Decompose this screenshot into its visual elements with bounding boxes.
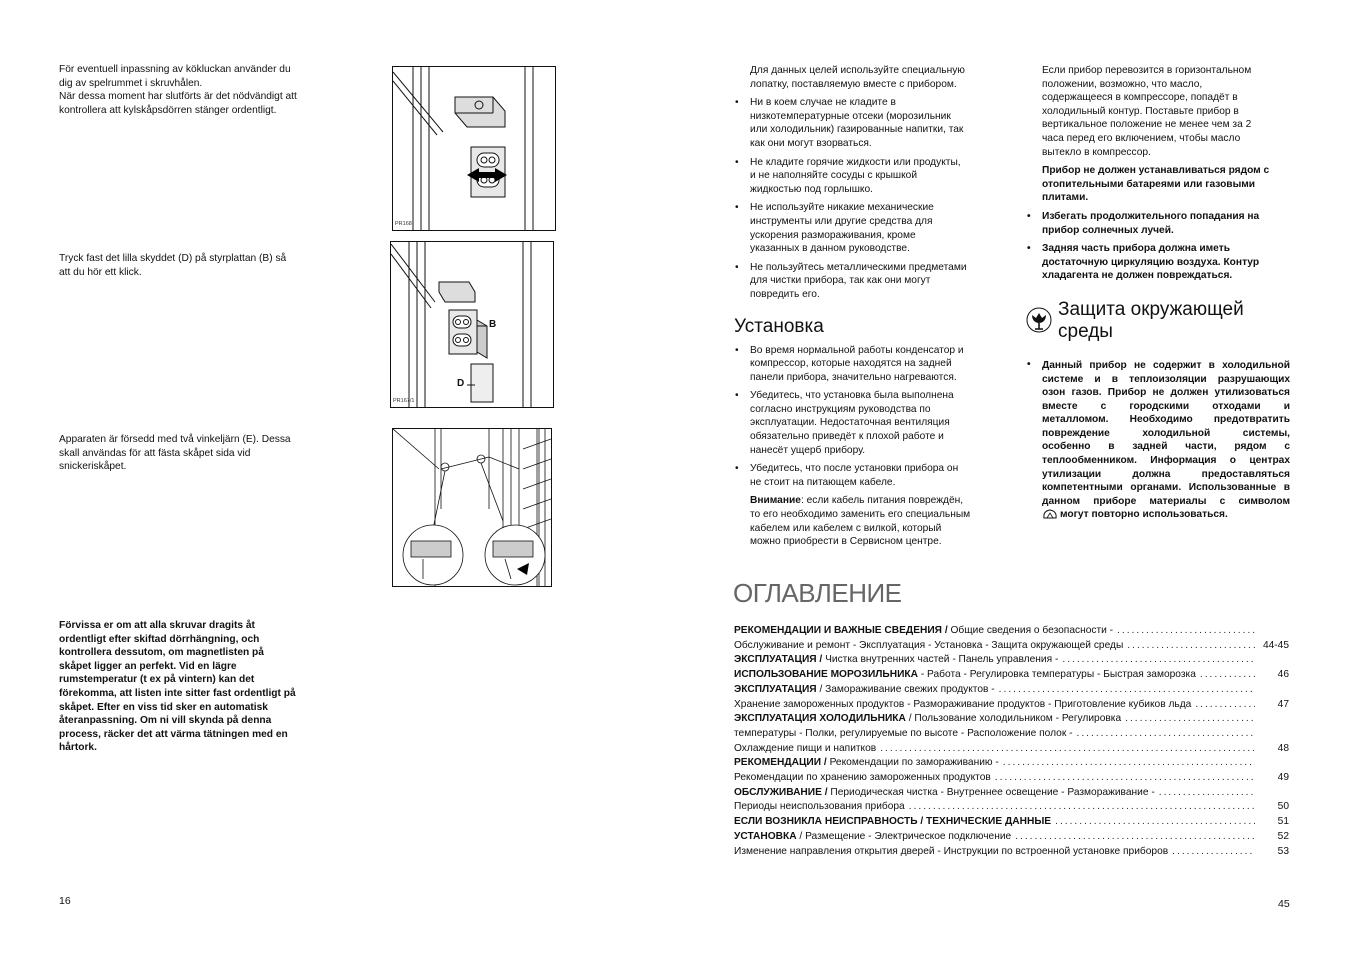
text-line: skåpet ligger an perfekt. Vid en lägre — [59, 660, 237, 672]
toc-row: температуры - Полки, регулируемые по высоте - Расположение полок - ..... — [734, 727, 1289, 742]
text-line: hårtork. — [59, 742, 97, 754]
bullet-item: • Задняя часть прибора должна иметь достаточную циркуляцию воздуха. Контур хладагента не должен повреждаться. — [1026, 242, 1290, 283]
bullet-item: • Не используйте никакие механические инструменты или другие средства для ускорения размораживания, кроме указанных в данном руководстве. — [734, 201, 1004, 255]
bullet-item: • Убедитесь, что установка была выполнена согласно инструкциям руководства по эксплуатации. Недостаточная вентиляция обязательно приведёт к плохой работе и нанесёт ущерб прибору. — [734, 389, 1004, 457]
toc-row: ЭКСПЛУАТАЦИЯ ХОЛОДИЛЬНИКА / Пользование холодильником - Регулировка ..... — [734, 712, 1289, 727]
figure-angle-brackets — [392, 428, 552, 587]
bullet-item: • Не кладите горячие жидкости или продукты, и не наполняйте сосуды с крышкой жидкостью под горлышко. — [734, 156, 1004, 197]
text-line: förekomma, att listen inte sitter fast ordentligt på — [59, 687, 296, 699]
attention-label: Внимание — [750, 495, 801, 507]
page-number-left: 16 — [59, 895, 71, 907]
text-line: process, räcker det att värma tätningen med en — [59, 728, 288, 740]
text-line: Förvissa er om att alla skruvar dragits åt — [59, 620, 255, 631]
toc-row: Обслуживание и ремонт - Эксплуатация - Установка - Защита окружающей среды ..... 44-45 — [734, 639, 1289, 654]
heater-warning: Прибор не должен устанавливаться рядом с отопительными батареями или газовыми плитами. — [1042, 165, 1270, 204]
text-block-4 — [59, 619, 349, 755]
text-line: dig av spelrummet i skruvhålen. — [59, 77, 203, 89]
toc-row: УСТАНОВКА / Размещение - Электрическое подключение ..... 52 — [734, 830, 1289, 845]
text-line: skall användas för att fästa skåpet sida vid — [59, 447, 251, 459]
environment-text: • Данный прибор не содержит в холодильной системе и в теплоизоляции разрушающих озон газов. Прибор не должен утилизоваться вместе с городскими отходами и металломом. Необходимо предотвратить повреждение холодильной системы, особенно в задней части, рядом с теплообменником. Информация о центрах утилизации должна предоставляться компетентными органами. Использованные в данном приборе материалы с символом могут повторно использоваться. — [1027, 358, 1290, 521]
bullet-item: • Не пользуйтесь металлическими предметами для чистки прибора, так как они могут повредить его. — [734, 261, 1004, 302]
column-1 — [734, 64, 1004, 549]
angle-brackets-drawing — [393, 429, 551, 586]
environment-title: Защита окружающей среды — [1058, 298, 1244, 342]
text-line: snickeriskåpet. — [59, 461, 127, 473]
bullet-item: • Убедитесь, что после установки прибора он не стоит на питающем кабеле. — [734, 462, 1004, 489]
label-b: B — [489, 319, 497, 330]
figure-hinge-adjust — [392, 66, 556, 231]
text-line: Tryck fast det lilla skyddet (D) på styrplattan (B) så — [59, 253, 287, 264]
hinge-adjust-drawing — [393, 67, 555, 230]
toc-row: РЕКОМЕНДАЦИИ И ВАЖНЫЕ СВЕДЕНИЯ / Общие сведения о безопасности - ..... — [734, 624, 1289, 639]
text-line: För eventuell inpassning av kökluckan använder du — [59, 64, 291, 75]
text-line: ordentligt efter skiftad dörrhängning, och — [59, 633, 260, 645]
column-2 — [1026, 64, 1290, 522]
toc-row: РЕКОМЕНДАЦИИ / Рекомендации по замораживанию - ..... — [734, 756, 1289, 771]
toc-row: ОБСЛУЖИВАНИЕ / Периодическая чистка - Внутреннее освещение - Размораживание - ..... — [734, 786, 1289, 801]
text-line: När dessa moment har slutförts är det nödvändigt att — [59, 91, 297, 103]
toc-row: Изменение направления открытия дверей - Инструкции по встроенной установке приборов ..... 53 — [734, 845, 1289, 860]
toc-title: ОГЛАВЛЕНИЕ — [733, 578, 902, 608]
text-line: skåpet. Efter en viss tid sker en automatisk — [59, 701, 268, 713]
figure-code: PR167/1 — [393, 398, 415, 404]
text-line: rumstemperatur (t ex på vintern) kan det — [59, 674, 255, 686]
bullet-item: • Во время нормальной работы конденсатор и компрессор, которые находятся на задней панели прибора, значительно нагреваются. — [734, 344, 1004, 385]
cover-clip-drawing — [391, 242, 553, 407]
toc-row: Хранение замороженных продуктов - Размораживание продуктов - Приготовление кубиков льда ..... 47 — [734, 698, 1289, 713]
text-line: återanpassning. Om ni vill skynda på denna — [59, 715, 272, 727]
bullet-item: • Ни в коем случае не кладите в низкотемпературные отсеки (морозильник или холодильник) газированные напитки, так как они могут взорваться. — [734, 96, 1004, 150]
environment-heading — [1026, 299, 1290, 345]
toc-row: Рекомендации по хранению замороженных продуктов ..... 49 — [734, 771, 1289, 786]
figure-code: PR168 — [395, 221, 412, 227]
text-line: att du hör ett klick. — [59, 266, 142, 278]
text-line: Для данных целей используйте специальную — [750, 65, 965, 76]
flower-icon — [1026, 307, 1052, 333]
attention-note: Внимание: если кабель питания повреждён, то его необходимо заменить его специальным кабелем или кабелем с вилкой, который можно приобрести в Сервисном центре. — [750, 495, 971, 548]
label-d: D — [457, 378, 465, 389]
install-heading: Установка — [734, 315, 824, 337]
page-number-right: 45 — [1278, 898, 1290, 910]
toc-row: ЭКСПЛУАТАЦИЯ / Замораживание свежих продуктов - ..... — [734, 683, 1289, 698]
toc-row: ЕСЛИ ВОЗНИКЛА НЕИСПРАВНОСТЬ / ТЕХНИЧЕСКИЕ ДАННЫЕ ..... 51 — [734, 815, 1289, 830]
text-block-1 — [59, 63, 349, 117]
placement-bullets — [1026, 210, 1290, 283]
figure-cover-clip — [390, 241, 554, 408]
bullet-item: • Избегать продолжительного попадания на прибор солнечных лучей. — [1026, 210, 1290, 237]
transport-text: Если прибор перевозится в горизонтальном положении, возможно, что масло, содержащееся в компрессоре, попадёт в холодильный контур. Поставьте прибор в вертикальное положение не менее чем за 2 часа перед его включением, чтобы масло вытекло в компрессор. — [1042, 65, 1252, 158]
text-line: Apparaten är försedd med två vinkeljärn (E). Dessa — [59, 434, 291, 445]
toc-row: ИСПОЛЬЗОВАНИЕ МОРОЗИЛЬНИКА - Работа - Регулировка температуры - Быстрая заморозка ..... 46 — [734, 668, 1289, 683]
bullet-dot: • — [1027, 358, 1031, 370]
text-line: kontrollera dessutom, om magnetlisten på — [59, 647, 264, 659]
text-block-3 — [59, 433, 349, 474]
text-block-2 — [59, 252, 349, 279]
toc-row: ЭКСПЛУАТАЦИЯ / Чистка внутренних частей - Панель управления - ..... — [734, 653, 1289, 668]
toc-row: Охлаждение пищи и напитков ..... 48 — [734, 742, 1289, 757]
intro-text — [734, 64, 1004, 91]
recycle-icon — [1042, 508, 1058, 521]
toc-row: Периоды неиспользования прибора ..... 50 — [734, 800, 1289, 815]
text-line: kontrollera att kylskåpsdörren stänger ordentligt. — [59, 104, 277, 116]
table-of-contents — [734, 624, 1289, 859]
install-bullets — [734, 344, 1004, 490]
safety-bullets — [734, 96, 1004, 301]
text-line: лопатку, поставляемую вместе с прибором. — [750, 78, 957, 90]
